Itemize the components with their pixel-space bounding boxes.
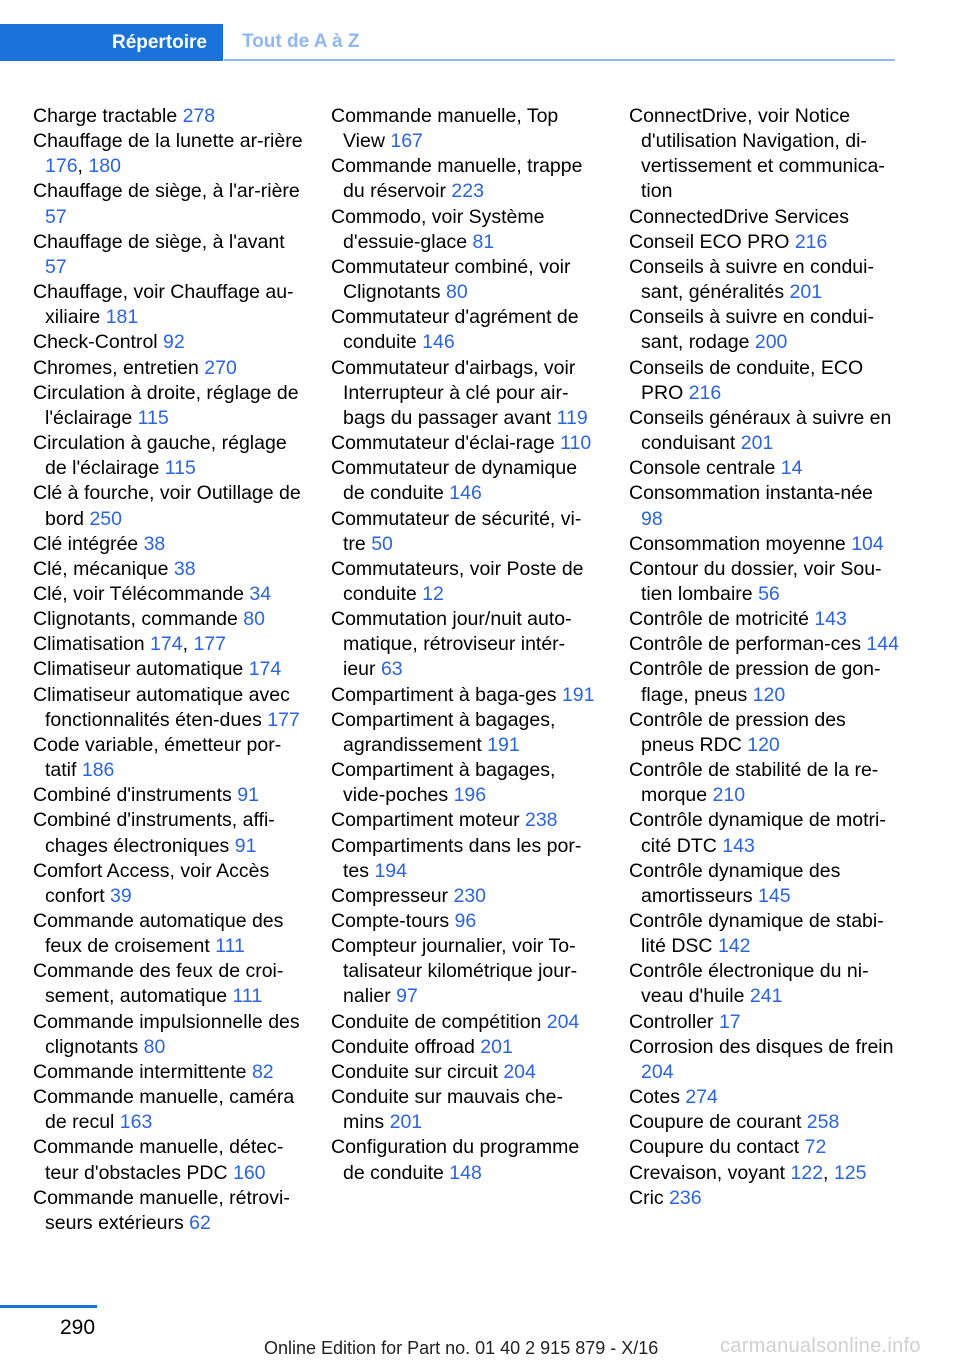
page-link[interactable]: 50 (371, 532, 393, 555)
entry-text: Cric (629, 1186, 670, 1209)
page-link[interactable]: 98 (641, 507, 663, 530)
index-entry (331, 708, 596, 758)
index-entry (33, 330, 303, 355)
page-link[interactable]: 104 (851, 532, 884, 555)
page-link[interactable]: 278 (182, 105, 216, 127)
entry-text: Commande des feux de croi-sement, automatique (33, 960, 284, 1008)
entry-text: Commande manuelle, trappe du réservoir (331, 155, 583, 203)
entry-text: Contrôle de performan-ces (629, 633, 867, 656)
index-entry (33, 356, 303, 381)
page-link[interactable]: 191 (561, 683, 595, 706)
index-entry (629, 859, 899, 909)
entry-text: Chauffage de la lunette ar-rière (33, 130, 303, 153)
page-link[interactable]: 91 (237, 784, 259, 807)
entry-text: Compartiment à baga-ges (331, 683, 562, 706)
page-link[interactable]: 201 (389, 1111, 423, 1134)
index-entry (629, 708, 899, 758)
page-link[interactable]: 63 (380, 658, 403, 681)
index-entry (33, 657, 303, 682)
index-entry (629, 1110, 899, 1135)
index-entry (331, 1085, 596, 1135)
page-link[interactable]: 191 (487, 733, 520, 756)
entry-text: Commutateur d'agrément de conduite (331, 306, 579, 354)
entry-text: Chauffage de siège, à l'avant (33, 230, 285, 253)
entry-text: Combiné d'instruments, affi-chages électroniques (33, 809, 275, 857)
page-link[interactable]: 236 (669, 1186, 702, 1209)
entry-text: Controller (629, 1010, 719, 1033)
entry-text: Clé à fourche, voir Outillage de bord (33, 482, 301, 530)
entry-text: Commutateurs, voir Poste de conduite (331, 557, 584, 605)
entry-text: Configuration du programme de conduite (331, 1136, 580, 1184)
index-entry (33, 783, 303, 808)
page-link[interactable]: 38 (143, 532, 166, 555)
entry-text: Chauffage, voir Chauffage au-xiliaire (33, 281, 294, 329)
page-link[interactable]: 110 (560, 432, 592, 455)
index-entry (331, 557, 596, 607)
index-entry (629, 255, 899, 305)
entry-text: Conseils à suivre en condui-sant, rodage (629, 306, 874, 354)
page-link[interactable]: 174 (150, 633, 183, 656)
entry-text: Contrôle de pression des pneus RDC (629, 708, 846, 756)
page-link[interactable]: 122 (790, 1161, 824, 1184)
index-entry (33, 1060, 303, 1085)
page-link[interactable]: 14 (780, 457, 803, 480)
page-link[interactable]: 241 (749, 985, 783, 1008)
page-link[interactable]: 201 (740, 432, 774, 455)
page-link[interactable]: 148 (449, 1161, 482, 1184)
entry-text: Compartiment moteur (331, 809, 525, 832)
index-entry (33, 607, 303, 632)
entry-text: Crevaison, voyant (629, 1161, 791, 1184)
page-link[interactable]: 223 (451, 180, 484, 203)
page-link[interactable]: 39 (110, 884, 132, 907)
index-entry (629, 607, 899, 632)
page-link[interactable]: 204 (641, 1060, 674, 1083)
index-entry (331, 356, 596, 431)
index-column-2 (331, 104, 596, 1186)
footer-accent-line (0, 1305, 97, 1308)
index-entry (331, 205, 596, 255)
index-entry (33, 733, 303, 783)
page-link[interactable]: 177 (193, 633, 226, 656)
entry-text: Commande manuelle, rétrovi-seurs extérieurs (33, 1186, 290, 1234)
entry-text: Combiné d'instruments (33, 784, 238, 807)
page-link[interactable]: 163 (119, 1111, 153, 1134)
page-link[interactable]: 120 (752, 683, 786, 706)
entry-text: Commande manuelle, détec-teur d'obstacles PDC (33, 1136, 284, 1184)
index-entry (629, 305, 899, 355)
page-link[interactable]: 92 (163, 331, 185, 354)
entry-text: Compartiments dans les por-tes (331, 834, 582, 882)
entry-text: Commodo, voir Système d'essuie-glace (331, 205, 545, 253)
index-entry (33, 1085, 303, 1135)
index-entry (331, 305, 596, 355)
entry-text: Circulation à droite, réglage de l'éclairage (33, 381, 299, 429)
entry-text: Commutateur d'éclai-rage (331, 432, 561, 455)
page-link[interactable]: 17 (718, 1010, 741, 1033)
entry-text: Commutateur d'airbags, voir Interrupteur à clé pour air-bags du passager avant (331, 356, 576, 429)
entry-text: Compteur journalier, voir To-talisateur kilométrique jour-nalier (331, 935, 578, 1008)
entry-text: Conseils à suivre en condui-sant, généralités (629, 255, 874, 304)
page-link[interactable]: 210 (712, 784, 746, 807)
page-link[interactable]: 238 (524, 809, 558, 832)
entry-text: Commande intermittente (33, 1060, 252, 1083)
entry-text: Compresseur (331, 884, 454, 907)
entry-text: Clé intégrée (33, 532, 144, 555)
page-link[interactable]: 96 (454, 910, 477, 932)
page-link[interactable]: 34 (249, 582, 272, 605)
entry-text: Code variable, émetteur por-tatif (33, 733, 282, 782)
index-entry (331, 1035, 596, 1060)
entry-text: Contrôle dynamique de motri-cité DTC (629, 809, 886, 857)
entry-text: Console centrale (629, 457, 781, 480)
index-entry (331, 1135, 596, 1185)
index-entry (33, 104, 303, 129)
watermark: carmanualsonline.info (720, 1335, 921, 1357)
index-entry (629, 808, 899, 858)
index-entry (33, 230, 303, 280)
page-link[interactable]: 12 (422, 582, 444, 605)
index-column-3 (629, 104, 899, 1211)
page-link[interactable]: 146 (449, 482, 482, 505)
entry-text: Circulation à gauche, réglage de l'éclairage (33, 432, 287, 480)
page-link[interactable]: 91 (234, 834, 257, 857)
index-entry (33, 808, 303, 858)
index-entry (331, 683, 596, 708)
index-entry (331, 1010, 596, 1035)
index-entry (33, 481, 303, 531)
index-entry (33, 1010, 303, 1060)
entry-text: Comfort Access, voir Accès confort (33, 859, 270, 907)
page-link[interactable]: 115 (137, 406, 169, 429)
entry-text: Contrôle de stabilité de la re-morque (629, 759, 879, 807)
index-entry (629, 1085, 899, 1110)
page-link[interactable]: 38 (173, 557, 196, 580)
index-entry (331, 104, 596, 154)
index-entry (33, 1186, 303, 1236)
index-entry (33, 532, 303, 557)
page-link[interactable]: 56 (758, 582, 780, 605)
entry-text: Commande manuelle, Top View (331, 105, 559, 153)
page-link[interactable]: 196 (453, 784, 487, 807)
entry-text: Conduite offroad (331, 1035, 481, 1058)
index-entry (629, 456, 899, 481)
entry-text: Contour du dossier, voir Sou-tien lombaire (629, 557, 882, 605)
index-entry (33, 179, 303, 229)
index-entry (629, 406, 899, 456)
entry-text: Commande impulsionnelle des clignotants (33, 1010, 300, 1058)
index-entry: Climatisation 174, 177 (33, 633, 226, 656)
entry-text: Conseils de conduite, ECO PRO (629, 356, 864, 404)
index-entry (33, 1135, 303, 1185)
page-link[interactable]: 201 (480, 1035, 513, 1058)
index-entry (629, 557, 899, 607)
page-link[interactable]: 201 (789, 281, 823, 304)
entry-text: Clignotants, commande (33, 608, 244, 631)
index-entry (331, 507, 596, 557)
index-entry (33, 683, 303, 733)
index-entry (33, 959, 303, 1009)
page-link[interactable]: 270 (204, 356, 237, 379)
page-link[interactable]: 230 (453, 884, 487, 907)
page-link[interactable]: 82 (251, 1060, 274, 1083)
page-number: 290 (60, 1316, 96, 1339)
page-link[interactable]: 144 (866, 633, 899, 656)
index-entry (33, 280, 303, 330)
index-entry (629, 1186, 899, 1211)
index-entry (331, 934, 596, 1009)
entry-text: Commutateur de dynamique de conduite (331, 457, 578, 505)
index-entry (33, 431, 303, 481)
index-entry (33, 381, 303, 431)
page-link[interactable]: 186 (81, 759, 115, 782)
entry-text: Coupure de courant (629, 1111, 807, 1134)
index-entry (331, 456, 596, 506)
entry-text: Clé, mécanique (33, 557, 174, 580)
index-entry: Chauffage de la lunette ar-rière 176, 180 (33, 130, 303, 178)
entry-text: Cotes (629, 1086, 686, 1109)
page-link[interactable]: 258 (806, 1111, 840, 1134)
edition-note: Online Edition for Part no. 01 40 2 915 879 - X/16 (264, 1338, 659, 1358)
page-link[interactable]: 57 (45, 255, 67, 278)
page-link[interactable]: 216 (688, 381, 722, 404)
index-entry (629, 632, 899, 657)
entry-text: Commutateur de sécurité, vi-tre (331, 507, 582, 555)
page-link[interactable]: 181 (105, 306, 139, 329)
index-entry (629, 1010, 899, 1035)
page-link[interactable]: 115 (164, 457, 196, 480)
entry-text: Commande automatique des feux de croisement (33, 910, 284, 958)
index-entry (331, 255, 596, 305)
entry-text: Compartiment à bagages, agrandissement (331, 708, 556, 756)
index-entry (629, 104, 899, 205)
page-link[interactable]: 143 (814, 608, 847, 631)
index-entry (629, 1035, 899, 1085)
page-link[interactable]: 57 (45, 205, 67, 228)
entry-text: Commande manuelle, caméra de recul (33, 1086, 295, 1134)
entry-text: Climatiseur automatique (33, 658, 249, 681)
page-link[interactable]: 180 (88, 155, 121, 178)
entry-text: Compte-tours (331, 910, 455, 932)
entry-text: Consommation moyenne (629, 532, 852, 555)
entry-text: Corrosion des disques de frein (629, 1035, 894, 1058)
page-link[interactable]: 250 (89, 507, 122, 530)
page-link[interactable]: 81 (472, 230, 495, 253)
entry-text: Commutateur combiné, voir Clignotants (331, 255, 571, 304)
page-link[interactable]: 174 (248, 658, 282, 681)
entry-text: Clé, voir Télécommande (33, 582, 250, 605)
page-link[interactable]: 111 (232, 985, 263, 1008)
index-entry (33, 859, 303, 909)
index-entry (629, 909, 899, 959)
entry-text: Conduite sur circuit (331, 1060, 504, 1083)
page-link[interactable]: 142 (717, 935, 751, 958)
entry-text: Compartiment à bagages, vide-poches (331, 759, 556, 807)
entry-text: Chromes, entretien (33, 356, 205, 379)
entry-text: Conseil ECO PRO (629, 230, 795, 253)
index-entry (629, 532, 899, 557)
page-link[interactable]: 120 (747, 733, 780, 756)
index-entry (331, 834, 596, 884)
page-link[interactable]: 125 (833, 1161, 867, 1184)
page-link[interactable]: 176 (45, 155, 78, 178)
index-entry (33, 582, 303, 607)
index-entry (629, 481, 899, 531)
index-entry (629, 758, 899, 808)
index-entry (331, 1060, 596, 1085)
entry-text: Contrôle de motricité (629, 608, 815, 631)
entry-text: Coupure du contact (629, 1136, 805, 1159)
index-entry (331, 154, 596, 204)
page-link[interactable]: 119 (556, 406, 588, 429)
index-column-1 (33, 104, 303, 1236)
index-entry (629, 205, 899, 230)
page-link[interactable]: 204 (546, 1010, 580, 1033)
index-entry (629, 959, 899, 1009)
page-link[interactable]: 80 (445, 281, 468, 304)
index-entry (629, 1135, 899, 1160)
page-link[interactable]: 167 (390, 130, 423, 153)
entry-text: Charge tractable (33, 105, 183, 127)
page-link[interactable]: 216 (794, 230, 828, 253)
page-link[interactable]: 146 (422, 331, 455, 354)
entry-text: Chauffage de siège, à l'ar-rière (33, 180, 300, 203)
index-entry (331, 607, 596, 682)
index-entry (331, 758, 596, 808)
entry-text: Conseils généraux à suivre en conduisant (629, 406, 892, 455)
entry-text: Climatisation (33, 633, 151, 656)
page-link[interactable]: 111 (215, 935, 245, 958)
entry-text: Conduite de compétition (331, 1010, 547, 1033)
page-link[interactable]: 62 (189, 1211, 211, 1234)
entry-text: Contrôle de pression de gon-flage, pneus (629, 658, 881, 706)
page-link[interactable]: 72 (804, 1136, 827, 1159)
index-entry (33, 557, 303, 582)
header-tabs (0, 24, 895, 61)
page-link[interactable]: 177 (267, 708, 300, 731)
entry-text: Check-Control (33, 331, 164, 354)
page-link[interactable]: 194 (374, 859, 407, 882)
page-link[interactable]: 274 (685, 1086, 718, 1109)
entry-text: Consommation instanta-née (629, 482, 873, 505)
entry-text: Contrôle dynamique des amortisseurs (629, 859, 841, 907)
entry-text: ConnectedDrive Services (629, 205, 850, 228)
page-link[interactable]: 143 (722, 834, 755, 857)
entry-text: ConnectDrive, voir Notice d'utilisation Navigation, di-vertissement et communica-tion (629, 105, 885, 203)
entry-text: Conduite sur mauvais che-mins (331, 1086, 563, 1134)
page-link[interactable]: 80 (143, 1035, 166, 1058)
index-entry: Crevaison, voyant 122, 125 (629, 1161, 867, 1184)
index-entry (629, 657, 899, 707)
index-entry (331, 909, 596, 934)
page-link[interactable]: 97 (396, 985, 418, 1008)
index-entry (629, 230, 899, 255)
index-entry (629, 356, 899, 406)
entry-text: Contrôle dynamique de stabi-lité DSC (629, 910, 884, 958)
index-entry (331, 884, 596, 909)
index-entry (331, 431, 596, 456)
tab-repertoire[interactable]: Répertoire (0, 24, 223, 61)
page-link[interactable]: 200 (754, 331, 788, 354)
page-link[interactable]: 145 (758, 884, 791, 907)
tab-tout-de-a-a-z[interactable]: Tout de A à Z (224, 24, 895, 61)
page-link[interactable]: 80 (243, 608, 265, 631)
index-entry (331, 808, 596, 833)
page-link[interactable]: 160 (232, 1161, 266, 1184)
entry-text: Contrôle électronique du ni-veau d'huile (629, 960, 869, 1008)
entry-text: Commutation jour/nuit auto-matique, rétroviseur intér-ieur (331, 608, 572, 681)
index-entry (33, 909, 303, 959)
entry-text: Climatiseur automatique avec fonctionnalités éten-dues (33, 683, 290, 731)
page-link[interactable]: 204 (503, 1060, 536, 1083)
